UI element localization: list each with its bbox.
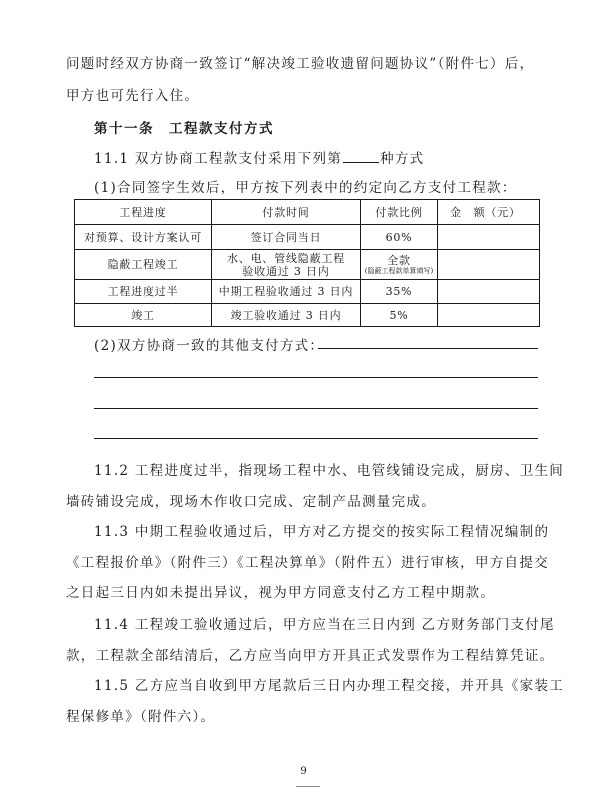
cell-ratio: 35%	[361, 280, 438, 304]
cell-ratio-value: 全款	[387, 253, 411, 267]
clause-11-1	[94, 147, 424, 167]
clause-11-3: 11.3 中期工程验收通过后，甲方对乙方提交的按实际工程情况编制的	[94, 524, 550, 540]
cell-ratio: 5%	[361, 304, 438, 327]
method-number-blank[interactable]	[343, 150, 379, 163]
header-stage: 工程进度	[75, 200, 212, 225]
clause-11-2: 11.2 工程进度过半，指现场工程中水、电管线铺设完成，厨房、卫生间	[94, 463, 565, 479]
clause-11-5: 11.5 乙方应当自收到甲方尾款后三日内办理工程交接，并开具《家装工	[94, 678, 565, 694]
cell-amount[interactable]	[438, 280, 540, 304]
cell-amount[interactable]	[438, 225, 540, 250]
table-row	[75, 280, 540, 304]
cell-stage: 对预算、设计方案认可	[75, 225, 212, 250]
table-row	[75, 225, 540, 250]
cell-time: 中期工程验收通过 3 日内	[212, 280, 361, 304]
other-method-fill-line[interactable]	[318, 348, 538, 349]
footer-divider	[296, 786, 320, 787]
cell-stage: 竣工	[75, 304, 212, 327]
table-row	[75, 250, 540, 280]
table-header-row	[75, 200, 540, 225]
other-method-fill-line[interactable]	[94, 377, 538, 378]
header-amount: 金 额（元）	[438, 200, 540, 225]
clause-11-4-cont: 款，工程款全部结清后，乙方应当向甲方开具正式发票作为工程结算凭证。	[66, 648, 555, 664]
cell-amount[interactable]	[438, 304, 540, 327]
body-line: 甲方也可先行入住。	[66, 88, 200, 104]
cell-time: 竣工验收通过 3 日内	[212, 304, 361, 327]
other-method-fill-line[interactable]	[94, 408, 538, 409]
header-time: 付款时间	[212, 200, 361, 225]
page-number: 9	[300, 766, 307, 777]
table-row	[75, 304, 540, 327]
cell-time-line1: 水、电、管线隐蔽工程	[227, 251, 345, 265]
cell-ratio: 60%	[361, 225, 438, 250]
cell-ratio-note: (隐蔽工程款单算填写)	[364, 266, 434, 275]
clause-11-3-cont: 之日起三日内如未提出异议，视为甲方同意支付乙方工程中期款。	[66, 585, 496, 601]
cell-stage: 隐蔽工程竣工	[75, 250, 212, 280]
clause-11-2-cont: 墙砖铺设完成，现场木作收口完成、定制产品测量完成。	[66, 494, 436, 510]
section-heading: 第十一条 工程款支付方式	[94, 121, 274, 137]
cell-stage: 工程进度过半	[75, 280, 212, 304]
clause-11-1-text: 11.1 双方协商工程款支付采用下列第	[94, 151, 343, 167]
clause-11-1-suffix: 种方式	[380, 151, 425, 167]
header-ratio: 付款比例	[361, 200, 438, 225]
other-method-fill-line[interactable]	[94, 438, 538, 439]
clause-11-5-cont: 程保修单》（附件六）。	[66, 709, 216, 725]
cell-time	[212, 250, 361, 280]
cell-amount[interactable]	[438, 250, 540, 280]
cell-time-line2: 验收通过 3 日内	[242, 264, 330, 278]
clause-11-4: 11.4 工程竣工验收通过后，甲方应当在三日内到 乙方财务部门支付尾	[94, 617, 555, 633]
body-line: 问题时经双方协商一致签订“解决竣工验收遗留问题协议”（附件七）后，	[66, 56, 535, 72]
option-2: (2)双方协商一致的其他支付方式：	[94, 338, 325, 354]
cell-time: 签订合同当日	[212, 225, 361, 250]
option-1: (1)合同签字生效后，甲方按下列表中的约定向乙方支付工程款：	[94, 180, 517, 196]
clause-11-3-cont: 《工程报价单》（附件三）《工程决算单》（附件五）进行审核，甲方自提交	[66, 555, 549, 571]
payment-table	[74, 199, 540, 327]
cell-ratio	[361, 250, 438, 280]
